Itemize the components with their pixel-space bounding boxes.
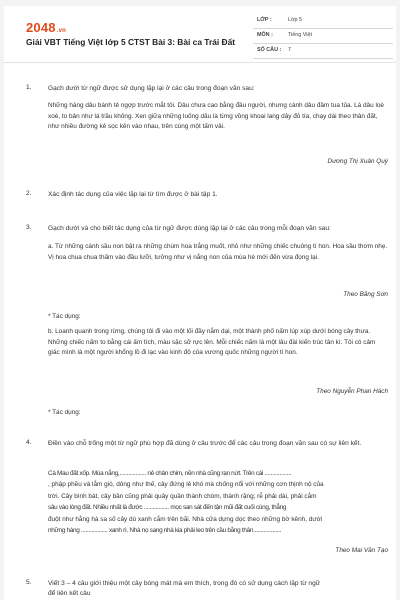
passage-b: b. Loanh quanh trong rừng, chúng tôi đi vào một lối đầy nắm dại, một thành phố nấm lúp xúp dưới bóng cây thưa. Những chiếc nấm to bằng cái ấm tích, màu sặc sỡ rực lên. Mỗi chiếc nấm là một lâu đài kiến trúc tân kì. Tôi có cảm giác mình là một người khổng lồ đi lạc vào kinh đô của vương quốc những người tí hon. bbox=[48, 328, 376, 357]
question-text-line: Viết 3 – 4 câu giới thiệu một cây bóng mát mà em thích, trong đó có sử dụng cách lặp từ ngữ bbox=[48, 580, 321, 587]
info-value: Lớp 5 bbox=[288, 17, 303, 23]
answer-prompt: * Tác dụng: bbox=[48, 409, 81, 416]
passage-line: Cà Mau đất xốp. Mùa nắng,.................. nẻ chân chim, nền nhà cũng rạn nứt. Trên cái .................. bbox=[48, 470, 292, 477]
question-text bbox=[48, 579, 388, 599]
question-number: 1. bbox=[26, 84, 32, 91]
document-page bbox=[4, 6, 396, 600]
question-number: 2. bbox=[26, 190, 32, 197]
question-text: Điền vào chỗ trống một từ ngữ phù hợp đã dùng ở câu trước để các câu trong đoạn văn sau có sự liên kết. bbox=[48, 440, 362, 447]
passage: Những hàng dâu bánh tẻ ngợp trước mắt tôi. Dâu chưa cao bằng đầu người, nhưng cành dâu đâm tua tủa. Lá dâu loè xoè, to bản như lá trầu không. Xen giữa những luống dâu là từng vồng khoai lang dây đỏ tía, chạy dài theo thân đất, như nhiều đường kẻ sọc kẻn vào nhau, trên cùng một tấm vải. bbox=[48, 102, 384, 131]
info-value: 7 bbox=[288, 47, 291, 53]
passage-line: sâu vào lòng đất. Nhiều nhất là đước ................. mọc san sát đến tận mũi đất cuối cùng, thẳng bbox=[48, 504, 287, 512]
info-label: LỚP : bbox=[257, 17, 272, 23]
question-number: 3. bbox=[26, 224, 32, 231]
passage-author: Theo Mai Văn Tạo bbox=[335, 547, 388, 554]
passage-author: Theo Băng Sơn bbox=[343, 291, 388, 298]
question-text: Gạch dưới và cho biết tác dụng của từ ngữ được dùng lặp lại ở các câu trong mỗi đoạn văn sau: bbox=[48, 225, 331, 232]
passage-author: Theo Nguyễn Phan Hách bbox=[316, 388, 388, 395]
passage-line: đuột như hằng hà sa số cây dù xanh cắm trên bãi. Nhà cửa dựng dọc theo những bờ kênh, dưới bbox=[48, 515, 323, 523]
info-label: SỐ CÂU : bbox=[257, 47, 282, 53]
logo-sub: .vn bbox=[56, 28, 67, 34]
document-header bbox=[4, 6, 396, 63]
site-logo[interactable] bbox=[26, 20, 66, 35]
info-row-class bbox=[253, 14, 393, 29]
question-text: Gạch dưới từ ngữ được sử dụng lặp lại ở các câu trong đoạn văn sau: bbox=[48, 85, 255, 92]
passage-author: Dương Thị Xuân Quý bbox=[327, 158, 388, 165]
passage-a: a. Từ những cánh sầu non bật ra những chùm hoa trắng muốt, nhỏ như những chiếc chuông tí hon. Hoa sầu thơm nhẹ. Vị hoa chua chua thấm vào đầu lưỡi, tưởng như vị nắng non của mùa hè mới đến vừa đọng lại. bbox=[48, 243, 388, 261]
question-number: 4. bbox=[26, 439, 32, 446]
passage bbox=[48, 468, 388, 536]
info-row-subject bbox=[253, 29, 393, 44]
passage-line: trời. Cây bình bát, cây bần cũng phải quây quần thành chòm, thành rặng; rễ phải dài, phải cắm bbox=[48, 492, 317, 500]
info-label: MÔN : bbox=[257, 32, 273, 38]
info-table bbox=[253, 14, 393, 59]
passage-line: những hàng .................. xanh rì. Nhà nọ sang nhà kia phải leo trên cầu bằng thân................... bbox=[48, 527, 282, 535]
logo-main: 2048 bbox=[26, 20, 56, 35]
question-number: 5. bbox=[26, 579, 32, 586]
question-text: Xác định tác dụng của việc lặp lại từ tìm được ở bài tập 1. bbox=[48, 191, 218, 198]
document-title: Giải VBT Tiếng Việt lớp 5 CTST Bài 3: Bài ca Trái Đất bbox=[26, 37, 236, 47]
passage-line: , phập phều và lắm gió, dông như thế, cây đứng lẻ khó mà chống nổi với những cơn thịnh nộ của bbox=[48, 481, 324, 489]
question-text-line: để liên kết câu bbox=[48, 589, 91, 597]
info-row-question-count bbox=[253, 44, 393, 59]
info-value: Tiếng Việt bbox=[288, 32, 312, 38]
answer-prompt: * Tác dụng: bbox=[48, 313, 81, 320]
